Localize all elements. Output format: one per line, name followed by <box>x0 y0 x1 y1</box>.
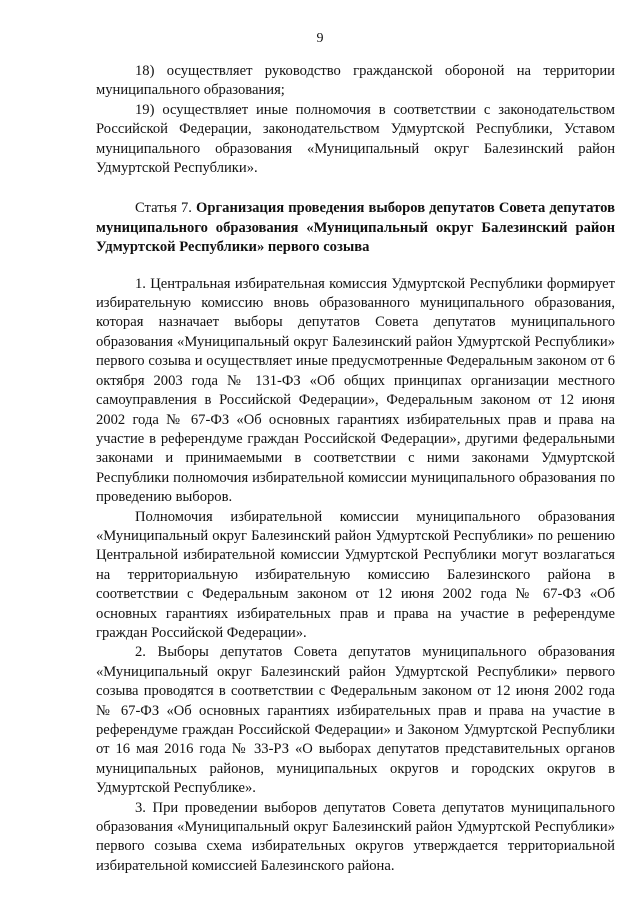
paragraph-clause-1: 1. Центральная избирательная комиссия Удмуртской Республики формирует избирательную комиссию вновь образованного муниципального образования, которая назначает выборы депутатов Совета депутатов муниципального образования «Муниципальный округ Балезинский район Удмуртской Республики» первого созыва и осуществляет иные предусмотренные Федеральным законом от 6 октября 2003 года № 131-ФЗ «Об общих принципах организации местного самоуправления в Российской Федерации», Федеральным законом от 12 июня 2002 года № 67-ФЗ «Об основных гарантиях избирательных прав и права на участие в референдуме граждан Российской Федерации», другими федеральными законами и принимаемыми в соответствии с ними законами Удмуртской Республики полномочия избирательной комиссии муниципального образования по проведению выборов. <box>96 275 615 506</box>
paragraph-item-19: 19) осуществляет иные полномочия в соответствии с законодательством Российской Федерации, законодательством Удмуртской Республики, Уставом муниципального образования «Муниципальный округ Балезинский район Удмуртской Республики». <box>96 101 615 177</box>
article-label: Статья 7. <box>135 200 192 217</box>
document-body <box>96 62 615 876</box>
paragraph-clause-1-powers: Полномочия избирательной комиссии муниципального образования «Муниципальный округ Балезинский район Удмуртской Республики» по решению Центральной избирательной комиссии Удмуртской Республики могут возлагаться на территориальную избирательную комиссию Балезинского района в соответствии с Федеральным законом от 12 июня 2002 года № 67-ФЗ «Об основных гарантиях избирательных прав и права на участие в референдуме граждан Российской Федерации». <box>96 508 615 641</box>
page-number: 9 <box>316 31 324 46</box>
article-title: Организация проведения выборов депутатов Совета депутатов муниципального образования «Муниципальный округ Балезинский район Удмуртской Республики» первого созыва <box>96 200 615 256</box>
paragraph-clause-3: 3. При проведении выборов депутатов Совета депутатов муниципального образования «Муниципальный округ Балезинский район Удмуртской Республики» первого созыва схема избирательных округов утверждается территориальной избирательной комиссией Балезинского района. <box>96 799 615 874</box>
paragraph-item-18: 18) осуществляет руководство гражданской обороной на территории муниципального образования; <box>96 63 615 99</box>
article-heading <box>96 199 615 257</box>
paragraph-clause-2: 2. Выборы депутатов Совета депутатов муниципального образования «Муниципальный округ Балезинский район Удмуртской Республики» первого созыва проводятся в соответствии с Федеральным законом от 12 июня 2002 года № 67-ФЗ «Об основных гарантиях избирательных прав и права на участие в референдуме граждан Российской Федерации» и Законом Удмуртской Республики от 16 мая 2016 года № 33-РЗ «О выборах депутатов представительных органов муниципальных районов, муниципальных округов и городских округов в Удмуртской Республике». <box>96 644 615 797</box>
